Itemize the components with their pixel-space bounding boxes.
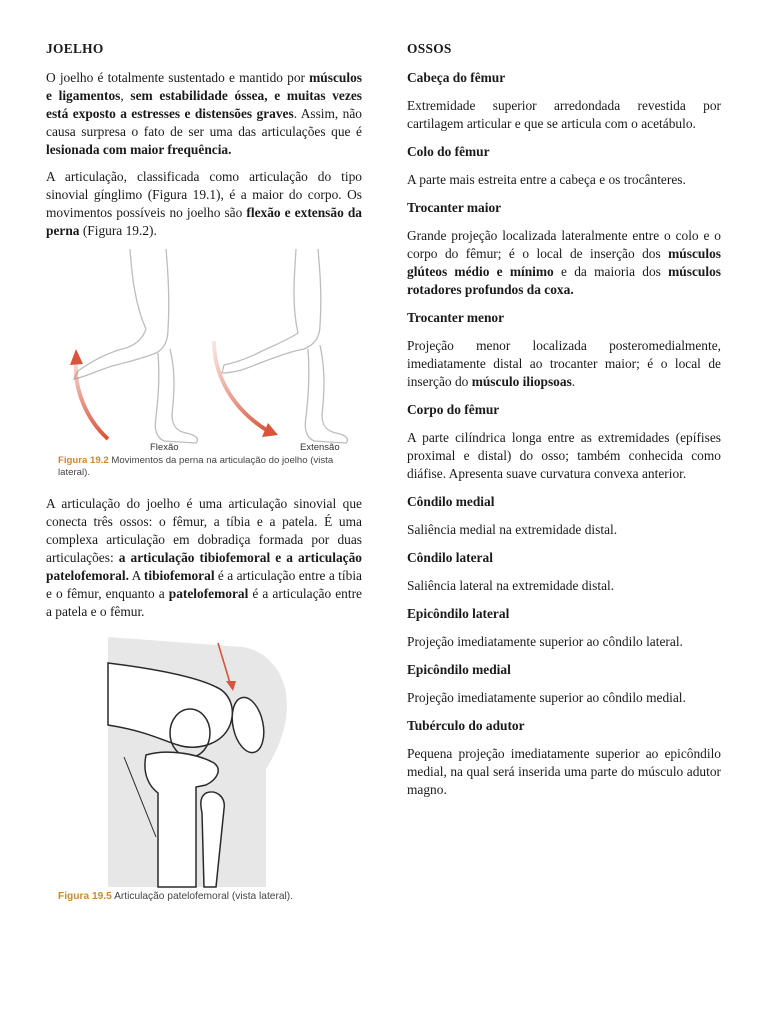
- bone-section-description: [407, 633, 721, 651]
- section-heading-ossos: OSSOS: [407, 41, 452, 56]
- text-run: A parte cilíndrica longa entre as extremidades (epífises proximal e distal) do osso; também conhecida como diáfise. Apresenta suave curvatura convexa anterior.: [407, 430, 721, 481]
- leg-movements-illustration: [46, 249, 362, 453]
- bone-section-description: [407, 521, 721, 539]
- bone-section-title: Côndilo medial: [407, 494, 495, 509]
- bone-section-description: [407, 97, 721, 133]
- figure-19-5-caption: [58, 891, 358, 903]
- bone-section-title: Colo do fêmur: [407, 144, 490, 159]
- bone-section-description: [407, 171, 721, 189]
- bold-text: músculos e ligamentos: [46, 70, 362, 103]
- text-run: Saliência lateral na extremidade distal.: [407, 578, 615, 593]
- figure-patellofemoral: [46, 637, 362, 909]
- bone-section-description: [407, 745, 721, 799]
- bone-section-description: [407, 429, 721, 483]
- bold-text: patelofemoral: [168, 586, 249, 601]
- section-heading-joelho: JOELHO: [46, 41, 104, 56]
- figure-19-5-text: Articulação patelofemoral (vista lateral).: [111, 891, 293, 902]
- text-run: (Figura 19.2).: [79, 223, 157, 238]
- text-run: ,: [120, 88, 131, 103]
- bone-sections: [407, 69, 721, 799]
- text-run: Grande projeção localizada lateralmente entre o colo e o corpo do fêmur; é o local de inserção dos: [407, 228, 721, 261]
- text-run: é a articulação entre a tíbia e o fêmur, enquanto a: [46, 568, 362, 601]
- figure-19-2-caption: [58, 455, 358, 479]
- bone-section-description: [407, 227, 721, 299]
- bold-text: sem estabilidade óssea, e muitas vezes está exposto a estresses e distensões graves: [46, 88, 362, 121]
- bold-text: músculos glúteos médio e mínimo: [407, 246, 721, 279]
- bone-section-title: Tubérculo do adutor: [407, 718, 525, 733]
- text-run: A articulação do joelho é uma articulação sinovial que conecta três ossos: o fêmur, a tíbia e a patela. É uma complexa articulação em dobradiça formada por duas articulações:: [46, 496, 362, 565]
- bone-section-description: [407, 689, 721, 707]
- bone-section-title: Corpo do fêmur: [407, 402, 500, 417]
- flexion-leg-outline: [74, 249, 198, 443]
- paragraph-joelho-intro: [46, 69, 362, 159]
- bone-section-title: Epicôndilo lateral: [407, 606, 510, 621]
- figure-19-5-number: Figura 19.5: [58, 891, 112, 902]
- bold-text: músculos rotadores profundos da coxa.: [407, 264, 721, 297]
- label-flexao: Flexão: [150, 442, 179, 453]
- text-run: A: [128, 568, 144, 583]
- bone-section-description: [407, 337, 721, 391]
- bone-section-description: [407, 577, 721, 595]
- text-run: A articulação, classificada como articulação do tipo sinovial gínglimo (Figura 19.1), é a maior do corpo. Os movimentos possíveis no joelho são: [46, 169, 362, 220]
- left-column: [46, 40, 362, 919]
- text-run: .: [571, 374, 576, 389]
- label-extensao: Extensão: [300, 442, 340, 453]
- text-run: Extremidade superior arredondada revestida por cartilagem articular e que se articula com o acetábulo.: [407, 98, 721, 131]
- text-run: Projeção menor localizada posteromedialmente, imediatamente distal ao trocanter maior; é o local de inserção do: [407, 338, 721, 389]
- bold-text: lesionada com maior frequência.: [46, 142, 232, 157]
- bold-text: flexão e extensão da perna: [46, 205, 362, 238]
- bold-text: músculo iliopsoas: [471, 374, 572, 389]
- figure-19-2-text: Movimentos da perna na articulação do joelho (vista lateral).: [58, 455, 334, 478]
- bone-section-title: Côndilo lateral: [407, 550, 493, 565]
- text-run: e da maioria dos: [553, 264, 669, 279]
- bone-section-title: Trocanter maior: [407, 200, 502, 215]
- text-run: Saliência medial na extremidade distal.: [407, 522, 618, 537]
- right-column: [407, 40, 721, 809]
- bone-section-title: Trocanter menor: [407, 310, 505, 325]
- flexion-arrow-head: [70, 349, 83, 365]
- text-run: Pequena projeção imediatamente superior ao epicôndilo medial, na qual será inserida uma parte do músculo adutor magno.: [407, 746, 721, 797]
- bold-text: tibiofemoral: [143, 568, 215, 583]
- text-run: O joelho é totalmente sustentado e mantido por: [46, 70, 310, 85]
- text-run: Projeção imediatamente superior ao côndilo medial.: [407, 690, 686, 705]
- paragraph-articulacao: [46, 168, 362, 240]
- patellofemoral-illustration: [46, 637, 362, 889]
- text-run: . Assim, não causa surpresa o fato de ser uma das articulações que é: [46, 106, 362, 139]
- extension-leg-outline: [222, 249, 348, 443]
- bone-section-title: Epicôndilo medial: [407, 662, 511, 677]
- text-run: Projeção imediatamente superior ao côndilo lateral.: [407, 634, 683, 649]
- text-run: é a articulação entre a patela e o fêmur.: [46, 586, 362, 619]
- bold-text: a articulação tibiofemoral e a articulação patelofemoral.: [46, 550, 362, 583]
- text-run: A parte mais estreita entre a cabeça e os trocânteres.: [407, 172, 686, 187]
- figure-leg-movements: [46, 249, 362, 485]
- figure-19-2-number: Figura 19.2: [58, 455, 109, 466]
- paragraph-articulacao-joelho: [46, 495, 362, 621]
- extension-arrow: [214, 341, 268, 431]
- bone-section-title: Cabeça do fêmur: [407, 70, 506, 85]
